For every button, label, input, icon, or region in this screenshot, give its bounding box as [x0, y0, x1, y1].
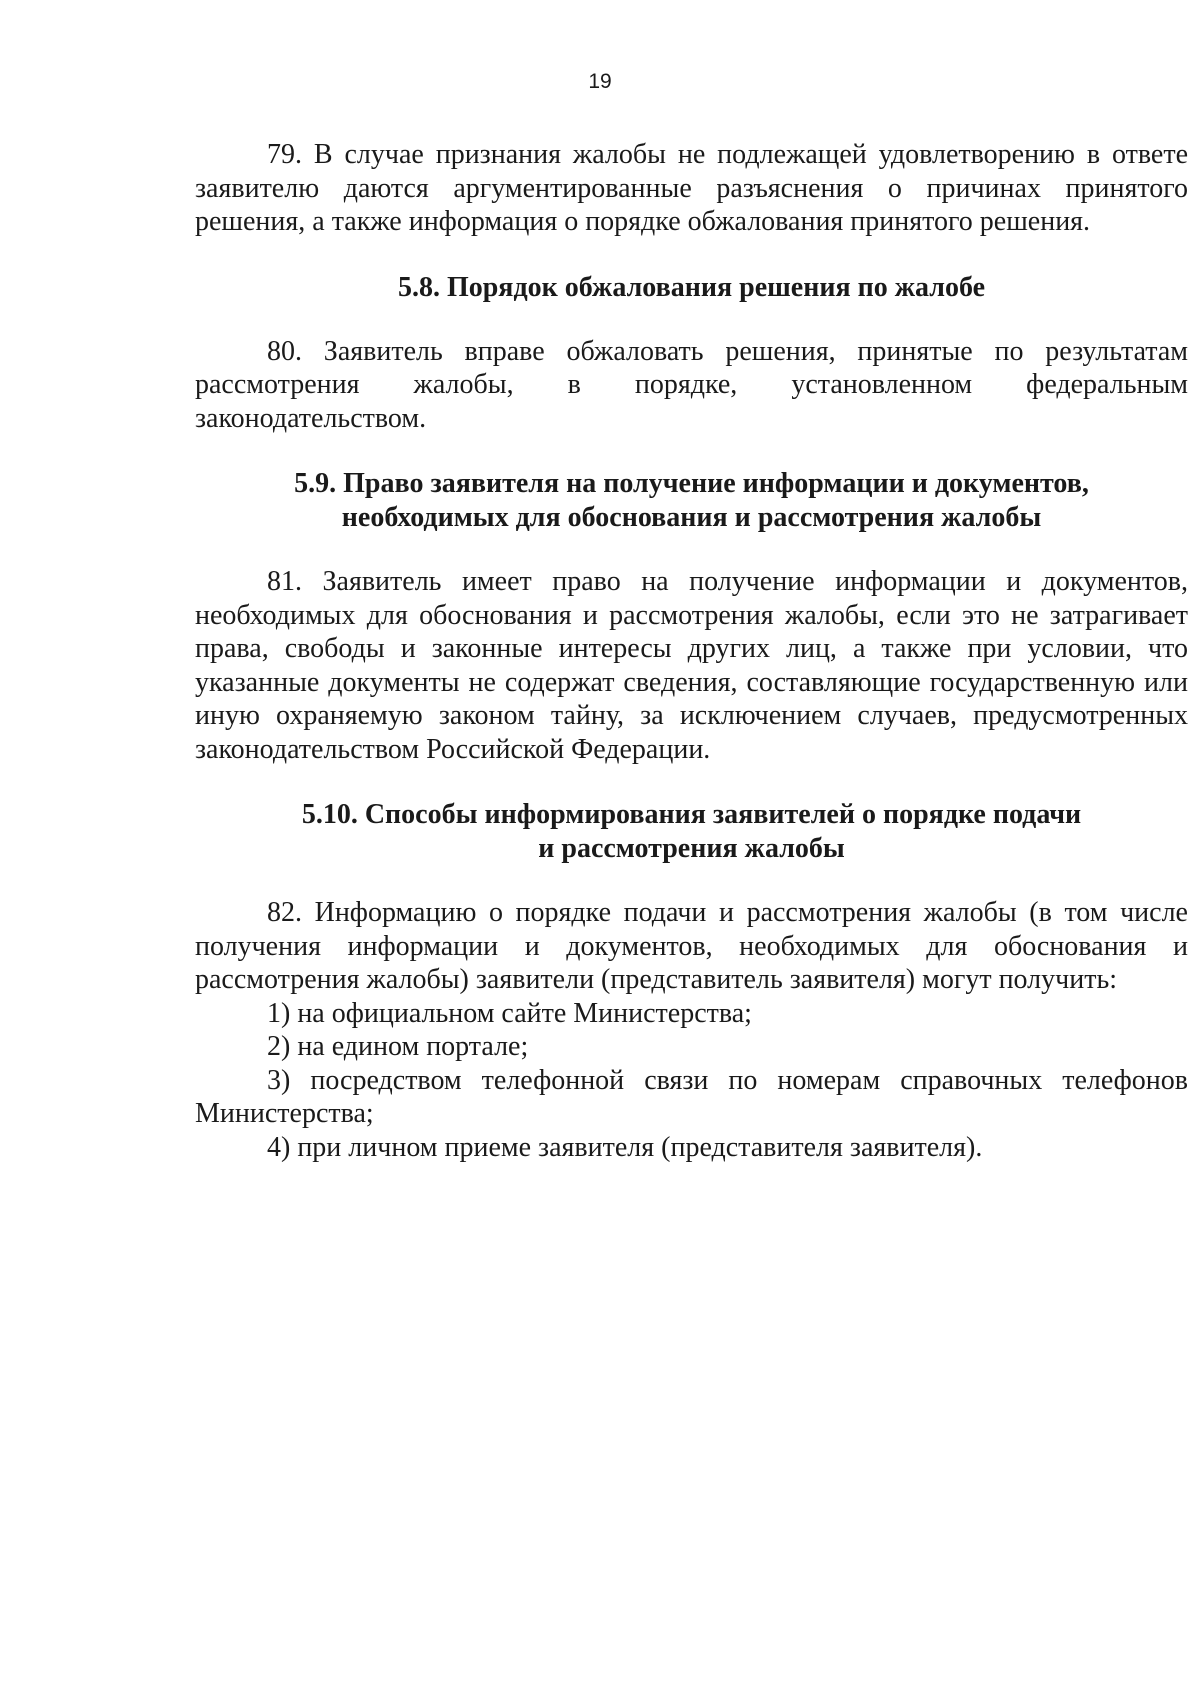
- page-number: 19: [588, 70, 612, 93]
- heading-5-9: [195, 467, 1188, 535]
- list-item-1: 1) на официальном сайте Министерства;: [267, 997, 752, 1029]
- paragraph-81: 81. Заявитель имеет право на получение информации и документов, необходимых для обоснования и рассмотрения жалобы, если это не затрагивает права, свободы и законные интересы других лиц, а также при условии, что указанные документы не содержат сведения, составляющие государственную или иную охраняемую законом тайну, за исключением случаев, предусмотренных законодательством Российской Федерации.: [195, 566, 1188, 765]
- paragraph-80: 80. Заявитель вправе обжаловать решения, принятые по результатам рассмотрения жалобы, в порядке, установленном федеральным законодательством.: [195, 335, 1188, 434]
- list-item-2: 2) на едином портале;: [267, 1031, 529, 1062]
- paragraph-79: 79. В случае признания жалобы не подлежащей удовлетворению в ответе заявителю даются аргументированные разъяснения о причинах принятого решения, а также информация о порядке обжалования принятого решения.: [195, 139, 1188, 237]
- heading-5-10-line-1: 5.10. Способы информирования заявителей о порядке подачи: [301, 799, 1082, 830]
- heading-5-10: [195, 798, 1188, 866]
- document-body: [195, 138, 1188, 1164]
- heading-5-9-line-2: необходимых для обоснования и рассмотрения жалобы: [341, 502, 1042, 533]
- heading-5-10-line-2: и рассмотрения жалобы: [538, 833, 845, 864]
- heading-5-8: 5.8. Порядок обжалования решения по жалобе: [397, 271, 986, 303]
- list-item-3: 3) посредством телефонной связи по номерам справочных телефонов Министерства;: [195, 1064, 1188, 1129]
- heading-5-9-line-1: 5.9. Право заявителя на получение информации и документов,: [294, 468, 1089, 499]
- list-item-4: 4) при личном приеме заявителя (представителя заявителя).: [267, 1131, 983, 1163]
- paragraph-82: 82. Информацию о порядке подачи и рассмотрения жалобы (в том числе получения информации и документов, необходимых для обоснования и рассмотрения жалобы) заявители (представитель заявителя) могут получить:: [195, 897, 1188, 995]
